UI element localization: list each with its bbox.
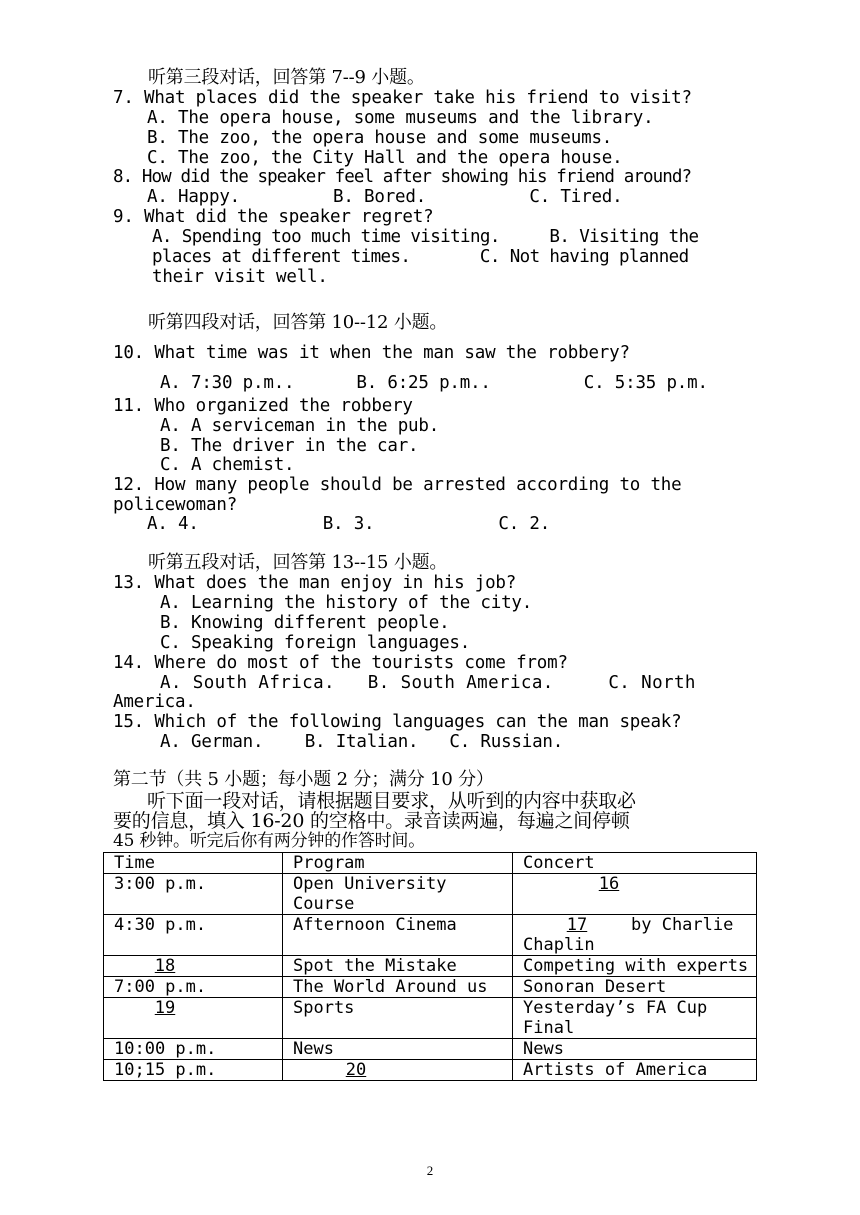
- question-9: 9. What did the speaker regret?: [113, 207, 434, 227]
- table-header-row: [104, 853, 757, 874]
- q8-options: A. Happy. B. Bored. C. Tired.: [147, 187, 623, 207]
- part2-heading: 第二节（共 5 小题；每小题 2 分；满分 10 分）: [113, 769, 494, 790]
- cell-concert: [513, 915, 757, 956]
- cell-time: 10:00 p.m.: [104, 1039, 283, 1060]
- q11-option-a: A. A serviceman in the pub.: [160, 416, 440, 436]
- question-7: 7. What places did the speaker take his friend to visit?: [113, 88, 692, 108]
- cell-program: Spot the Mistake: [283, 956, 513, 977]
- cell-program: Afternoon Cinema: [283, 915, 513, 956]
- cell-program: The World Around us: [283, 977, 513, 998]
- section3-heading: 听第三段对话，回答第 7--9 小题。: [148, 67, 425, 88]
- q13-option-b: B. Knowing different people.: [160, 613, 450, 633]
- cell-concert: News: [513, 1039, 757, 1060]
- table-row: [104, 998, 757, 1039]
- question-14: 14. Where do most of the tourists come from?: [113, 653, 568, 673]
- section5-heading: 听第五段对话，回答第 13--15 小题。: [148, 552, 448, 573]
- page-number: 2: [426, 1163, 434, 1178]
- question-12-line1: 12. How many people should be arrested according to the: [113, 475, 682, 495]
- header-program: Program: [283, 853, 513, 874]
- q10-options: A. 7:30 p.m.. B. 6:25 p.m.. C. 5:35 p.m.: [160, 373, 708, 393]
- q14-options-line1: A. South Africa. B. South America. C. North: [160, 673, 696, 693]
- concert-text: by Charlie Chaplin: [523, 915, 734, 955]
- question-15: 15. Which of the following languages can the man speak?: [113, 712, 682, 732]
- cell-time: 3:00 p.m.: [104, 874, 283, 915]
- section4-heading: 听第四段对话，回答第 10--12 小题。: [148, 312, 448, 333]
- cell-concert: Competing with experts: [513, 956, 757, 977]
- q7-option-b: B. The zoo, the opera house and some museums.: [147, 128, 613, 148]
- part2-instruction-line1: 听下面一段对话，请根据题目要求，从听到的内容中获取必: [147, 790, 636, 812]
- cell-program: Sports: [283, 998, 513, 1039]
- table-row: [104, 1060, 757, 1081]
- q12-options: A. 4. B. 3. C. 2.: [147, 514, 551, 534]
- blank-17[interactable]: 17: [566, 915, 588, 935]
- cell-program: Open University Course: [283, 874, 513, 915]
- cell-time: [104, 998, 283, 1039]
- q7-option-a: A. The opera house, some museums and the library.: [147, 108, 654, 128]
- part2-instruction-line2: 要的信息，填入 16-20 的空格中。录音读两遍，每遍之间停顿: [113, 810, 630, 832]
- q14-options-line2: America.: [113, 692, 196, 712]
- blank-20[interactable]: 20: [345, 1060, 367, 1080]
- header-concert: Concert: [513, 853, 757, 874]
- q9-options-line1: A. Spending too much time visiting. B. Visiting the: [152, 227, 699, 247]
- blank-18[interactable]: 18: [154, 956, 176, 976]
- q11-option-c: C. A chemist.: [160, 455, 295, 475]
- cell-time: 10;15 p.m.: [104, 1060, 283, 1081]
- q13-option-c: C. Speaking foreign languages.: [160, 633, 471, 653]
- question-8: 8. How did the speaker feel after showing his friend around?: [113, 167, 692, 187]
- q9-options-line3: their visit well.: [152, 267, 328, 287]
- blank-19[interactable]: 19: [154, 998, 176, 1018]
- cell-concert: [513, 874, 757, 915]
- q9-options-line2: places at different times. C. Not having planned: [152, 247, 689, 267]
- table-row: [104, 977, 757, 998]
- header-time: Time: [104, 853, 283, 874]
- cell-program: News: [283, 1039, 513, 1060]
- question-13: 13. What does the man enjoy in his job?: [113, 573, 517, 593]
- schedule-table: [103, 852, 757, 1081]
- q7-option-c: C. The zoo, the City Hall and the opera house.: [147, 148, 623, 168]
- cell-concert: Artists of America: [513, 1060, 757, 1081]
- q13-option-a: A. Learning the history of the city.: [160, 593, 533, 613]
- cell-time: [104, 956, 283, 977]
- table-row: [104, 956, 757, 977]
- table-row: [104, 874, 757, 915]
- question-12-line2: policewoman?: [113, 495, 238, 515]
- q15-options: A. German. B. Italian. C. Russian.: [160, 732, 564, 752]
- q11-option-b: B. The driver in the car.: [160, 436, 419, 456]
- table-row: [104, 1039, 757, 1060]
- cell-program: [283, 1060, 513, 1081]
- blank-16[interactable]: 16: [598, 874, 620, 894]
- cell-concert: Yesterday’s FA Cup Final: [513, 998, 757, 1039]
- cell-concert: Sonoran Desert: [513, 977, 757, 998]
- question-11: 11. Who organized the robbery: [113, 396, 413, 416]
- question-10: 10. What time was it when the man saw the robbery?: [113, 343, 630, 363]
- cell-time: 4:30 p.m.: [104, 915, 283, 956]
- cell-time: 7:00 p.m.: [104, 977, 283, 998]
- part2-instruction-line3: 45 秒钟。听完后你有两分钟的作答时间。: [113, 831, 426, 851]
- table-row: [104, 915, 757, 956]
